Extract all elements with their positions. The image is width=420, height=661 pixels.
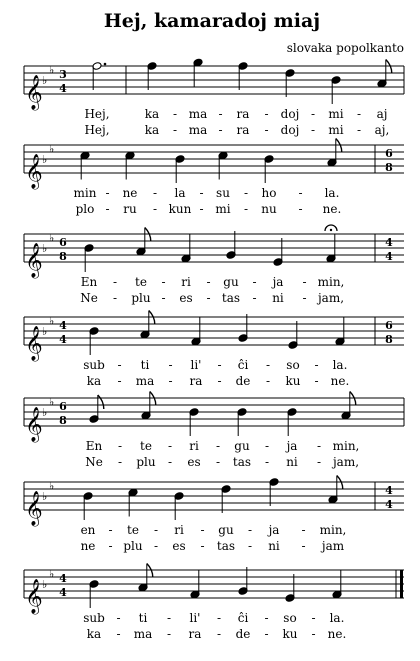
time-signature-top: 6 [385,319,393,332]
lyric-syllable: Hej, [84,107,110,121]
lyric-syllable: doj [280,107,300,121]
lyric-hyphen: - [316,439,322,453]
lyric-syllable: es [172,539,186,553]
lyric-syllable: mi [328,123,344,137]
lyric-hyphen: - [301,523,306,537]
lyric-syllable: su [216,186,230,200]
lyric-hyphen: - [166,611,172,625]
lyric-syllable: la. [324,186,340,200]
lyric-syllable: ja [286,439,298,453]
lyric-syllable: sub [83,611,105,625]
lyric-syllable: ri [181,275,191,289]
lyric-syllable: te [135,275,147,289]
lyric-hyphen: - [105,186,110,200]
lyric-hyphen: - [316,455,322,469]
lyric-syllable: gu [223,275,239,289]
time-signature-top: 4 [385,484,393,497]
lyric-hyphen: - [302,275,307,289]
lyric-hyphen: - [264,123,269,137]
lyric-syllable: min, [319,523,347,537]
lyric-hyphen: - [117,374,122,388]
lyric-hyphen: - [116,611,121,625]
lyric-hyphen: - [166,627,172,641]
flat-icon: ♭ [42,153,48,166]
lyric-hyphen: - [252,275,257,289]
treble-clef-icon: 𝄞 [25,579,43,614]
lyric-syllable: ĉi [237,611,249,625]
augmentation-dot [104,63,107,66]
staff-system [24,476,404,554]
lyric-hyphen: - [167,439,173,453]
lyric-syllable: ku [282,627,298,641]
time-signature-bottom: 4 [59,586,67,599]
lyric-syllable: ma [188,107,208,121]
lyric-hyphen: - [168,374,173,388]
lyric-hyphen: - [200,539,205,553]
lyric-syllable: plu [123,539,143,553]
flat-icon: ♭ [49,142,55,156]
flat-icon: ♭ [49,395,55,409]
time-signature-top: 4 [59,319,67,332]
lyric-syllable: gu [218,523,234,537]
lyric-syllable: la. [332,358,348,372]
lyric-hyphen: - [161,291,166,305]
staff-system [24,564,404,642]
lyric-hyphen: - [167,455,173,469]
time-signature-bottom: 4 [59,82,67,95]
lyric-syllable: ra [236,107,250,121]
lyric-hyphen: - [168,358,173,372]
final-barline [400,570,403,598]
treble-clef-icon: 𝄞 [25,154,43,189]
lyric-hyphen: - [217,374,222,388]
lyric-syllable: jam, [332,455,360,469]
fermata-dot [330,229,332,231]
lyric-syllable: ja [268,523,280,537]
lyric-hyphen: - [112,291,118,305]
lyric-hyphen: - [301,539,306,553]
flat-icon: ♭ [42,74,48,87]
time-signature-bottom: 8 [59,414,67,427]
lyric-syllable: ka [144,123,160,137]
lyric-syllable: es [179,291,193,305]
lyric-syllable: ka [86,627,102,641]
flat-icon: ♭ [49,314,55,328]
lyric-hyphen: - [200,523,205,537]
lyric-syllable: kun [168,202,192,216]
lyric-syllable: ka [86,374,102,388]
lyric-hyphen: - [218,123,223,137]
lyric-syllable: ra [188,627,202,641]
lyric-hyphen: - [356,107,362,121]
time-signature-top: 4 [385,236,393,249]
lyric-syllable: sub [83,358,105,372]
lyric-hyphen: - [314,358,319,372]
lyric-hyphen: - [298,186,303,200]
time-signature-bottom: 4 [59,333,67,346]
lyric-syllable: ni [272,291,284,305]
lyric-syllable: En [80,275,98,289]
time-signature-top: 3 [59,68,67,81]
lyric-syllable: ra [236,123,250,137]
lyric-syllable: ti [138,611,148,625]
lyric-syllable: ti [140,358,150,372]
treble-clef-icon: 𝄞 [25,491,43,526]
lyric-syllable: ma [188,123,208,137]
lyric-hyphen: - [247,539,253,553]
lyric-syllable: Hej, [84,123,110,137]
lyric-syllable: nu [261,202,277,216]
lyric-syllable: te [140,439,152,453]
lyric-hyphen: - [117,439,123,453]
song-subtitle: slovaka popolkanto [286,41,404,55]
lyric-syllable: ri [189,439,199,453]
flat-icon: ♭ [49,231,55,245]
lyric-hyphen: - [298,202,303,216]
lyric-hyphen: - [217,358,222,372]
lyric-hyphen: - [152,202,158,216]
lyric-syllable: ho [261,186,277,200]
lyric-hyphen: - [116,627,121,641]
lyric-syllable: Ne [85,455,103,469]
lyric-syllable: te [127,523,139,537]
time-signature-top: 4 [59,572,67,585]
time-signature-top: 6 [385,147,393,160]
time-signature-bottom: 8 [385,161,393,174]
lyric-syllable: plu [131,291,151,305]
lyric-syllable: ma [133,627,153,641]
lyric-hyphen: - [218,107,223,121]
lyric-syllable: en [80,523,96,537]
lyric-syllable: tas [216,539,236,553]
lyric-syllable: min, [317,275,345,289]
lyric-hyphen: - [314,374,319,388]
lyric-syllable: aj [376,107,388,121]
lyric-hyphen: - [215,455,221,469]
lyric-hyphen: - [206,291,211,305]
lyric-syllable: tas [221,291,241,305]
flat-icon: ♭ [42,406,48,419]
lyric-syllable: ne. [327,627,347,641]
time-signature-bottom: 4 [385,498,393,511]
lyric-syllable: mi [215,202,231,216]
flat-icon: ♭ [49,479,55,493]
lyric-hyphen: - [215,439,221,453]
lyric-hyphen: - [302,291,307,305]
lyric-hyphen: - [264,611,269,625]
lyric-hyphen: - [108,539,113,553]
lyric-hyphen: - [152,186,158,200]
lyric-syllable: ru [123,202,137,216]
treble-clef-icon: 𝄞 [25,326,43,361]
time-signature-bottom: 4 [385,250,393,263]
lyric-syllable: ne [122,186,138,200]
staff-system [24,392,404,470]
flat-icon: ♭ [42,578,48,591]
lyric-syllable: min [73,186,97,200]
lyric-syllable: es [187,455,201,469]
lyric-hyphen: - [216,611,222,625]
time-signature-bottom: 8 [385,333,393,346]
staff-system [24,311,404,389]
flat-icon: ♭ [49,567,55,581]
lyric-hyphen: - [216,627,222,641]
lyric-syllable: ku [285,374,301,388]
lyric-hyphen: - [243,202,249,216]
lyric-syllable: ni [268,539,280,553]
lyric-syllable: ne [80,539,96,553]
lyric-hyphen: - [264,107,269,121]
lyric-hyphen: - [265,374,271,388]
lyric-hyphen: - [153,539,159,553]
staff-system [24,225,404,305]
song-title: Hej, kamaradoj miaj [103,10,321,32]
lyric-hyphen: - [117,455,123,469]
lyric-syllable: la [174,186,186,200]
time-signature-bottom: 8 [59,250,67,263]
lyric-hyphen: - [117,358,122,372]
lyric-hyphen: - [356,123,362,137]
lyric-syllable: ni [286,455,298,469]
lyric-syllable: tas [232,455,252,469]
lyric-syllable: Ne [80,291,98,305]
staff-system [24,139,404,217]
lyric-syllable: so [286,358,300,372]
lyric-hyphen: - [310,123,316,137]
flat-icon: ♭ [42,325,48,338]
lyric-hyphen: - [264,439,270,453]
lyric-hyphen: - [108,523,113,537]
flat-icon: ♭ [42,242,48,255]
lyric-syllable: plo [75,202,95,216]
lyric-hyphen: - [172,107,178,121]
time-signature-top: 6 [59,400,67,413]
lyric-hyphen: - [311,611,316,625]
lyric-hyphen: - [206,275,211,289]
lyric-syllable: ĉi [237,358,249,372]
lyric-hyphen: - [172,123,178,137]
lyric-hyphen: - [247,523,253,537]
lyric-hyphen: - [310,107,316,121]
lyric-syllable: mi [328,107,344,121]
lyric-hyphen: - [264,455,270,469]
lyric-hyphen: - [161,275,166,289]
lyric-hyphen: - [264,627,269,641]
treble-clef-icon: 𝄞 [25,75,43,110]
lyric-syllable: de [235,374,251,388]
flat-icon: ♭ [42,490,48,503]
lyric-hyphen: - [311,627,316,641]
lyric-syllable: jam [321,539,345,553]
lyric-syllable: ne. [330,374,350,388]
lyric-syllable: ra [189,374,203,388]
time-signature-top: 6 [59,236,67,249]
note-flag [98,395,104,409]
lyric-syllable: de [235,627,251,641]
lyric-syllable: ne. [322,202,342,216]
lyric-syllable: gu [234,439,250,453]
lyric-syllable: doj [280,123,300,137]
lyric-hyphen: - [199,202,204,216]
lyric-syllable: li' [190,358,202,372]
lyric-hyphen: - [112,275,118,289]
lyric-hyphen: - [153,523,159,537]
lyric-syllable: ri [174,523,184,537]
lyric-syllable: min, [332,439,360,453]
lyric-syllable: jam, [317,291,345,305]
lyric-syllable: En [85,439,103,453]
lyric-syllable: ja [272,275,284,289]
lyric-syllable: plu [136,455,156,469]
flat-icon: ♭ [49,63,55,77]
lyric-hyphen: - [199,186,204,200]
lyric-syllable: ma [135,374,155,388]
lyric-hyphen: - [105,202,110,216]
lyric-syllable: aj, [374,123,390,137]
lyric-syllable: ka [144,107,160,121]
treble-clef-icon: 𝄞 [25,407,43,442]
lyric-hyphen: - [252,291,257,305]
lyric-hyphen: - [265,358,271,372]
lyric-syllable: so [283,611,297,625]
staff-system [24,58,404,137]
lyric-syllable: li' [189,611,201,625]
lyric-syllable: la. [329,611,345,625]
treble-clef-icon: 𝄞 [25,243,43,278]
lyric-hyphen: - [243,186,249,200]
staff-systems [24,58,404,641]
